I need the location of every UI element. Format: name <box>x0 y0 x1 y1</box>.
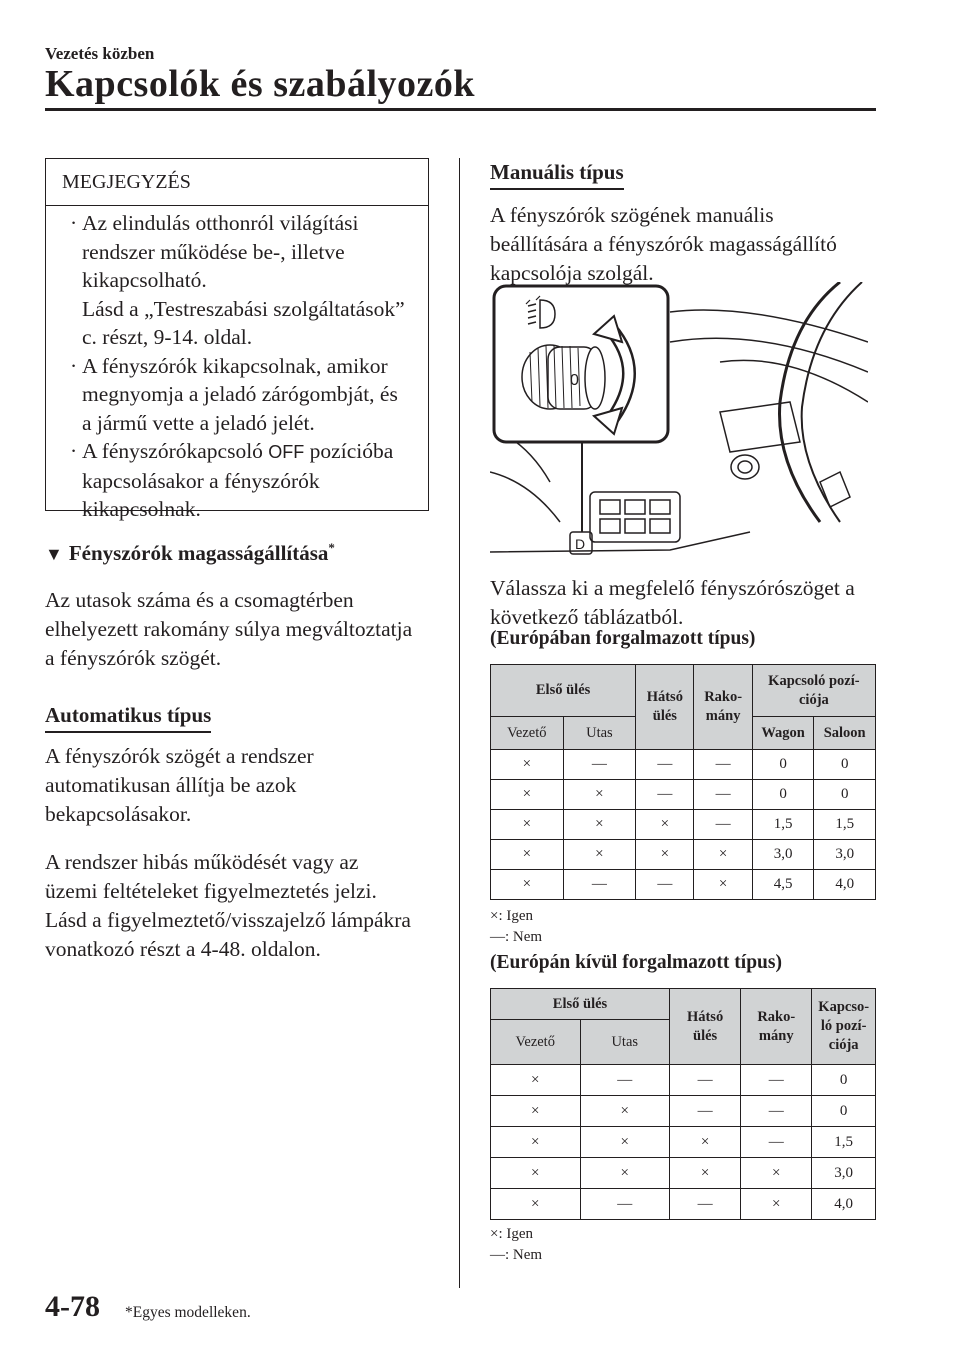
manual-paragraph-2 <box>490 574 855 632</box>
header-line: ülés <box>693 1027 718 1044</box>
text-line: A fényszórók szögének manuális <box>490 203 774 227</box>
table-cell: — <box>563 750 636 780</box>
header-load <box>741 989 812 1065</box>
table-eu-caption: (Európában forgalmazott típus) <box>490 628 756 649</box>
header-load <box>694 665 752 750</box>
note-title: MEGJEGYZÉS <box>62 171 191 193</box>
footnote: *Egyes modelleken. <box>125 1304 251 1321</box>
header-rear-seat <box>670 989 741 1065</box>
page-number: 4-78 <box>45 1290 100 1323</box>
text-line: bekapcsolásakor. <box>45 802 192 826</box>
header-line: Rako- <box>704 689 743 705</box>
title-rule <box>45 108 876 111</box>
note-line: a jármű vette a jeladó jelét. <box>82 410 315 435</box>
header-line: ló pozí- <box>820 1018 867 1034</box>
text-line: következő táblázatból. <box>490 605 684 629</box>
automatic-heading-wrap <box>45 703 211 733</box>
table-cell: — <box>636 780 694 810</box>
table-cell: 3,0 <box>752 840 814 870</box>
note-line: A fényszórók kikapcsolnak, amikor <box>82 353 388 378</box>
table-non-eu-caption: (Európán kívül forgalmazott típus) <box>490 952 782 973</box>
table-eu <box>490 664 876 900</box>
note-line: megnyomja a jeladó zárógombját, és <box>82 382 398 406</box>
table-cell: 3,0 <box>812 1158 876 1189</box>
header-line: Hátsó <box>646 689 683 705</box>
leveling-heading-text: Fényszórók magasságállítása <box>68 541 329 565</box>
text-line: A fényszórók szögét a rendszer <box>45 744 314 768</box>
table-cell: 0 <box>752 780 814 810</box>
table-cell: × <box>563 810 636 840</box>
manual-heading: Manuális típus <box>490 160 624 190</box>
table-cell: × <box>670 1158 741 1189</box>
table-cell: — <box>741 1065 812 1096</box>
text-line: A rendszer hibás működését vagy az <box>45 850 359 874</box>
note-box <box>45 158 429 521</box>
text-line: Válassza ki a megfelelő fényszórószöget a <box>490 576 855 600</box>
leveling-heading <box>45 540 335 566</box>
bullet: · <box>70 211 78 235</box>
table-cell: × <box>670 1127 741 1158</box>
table-row <box>491 1096 876 1127</box>
header-front-seat: Első ülés <box>491 665 636 717</box>
table-non-eu-legend <box>490 1224 542 1266</box>
table-cell: × <box>491 1158 581 1189</box>
header-driver: Vezető <box>491 717 564 750</box>
legend-yes: ×: Igen <box>490 1226 534 1242</box>
note-list <box>58 209 418 524</box>
table-cell: 4,5 <box>752 870 814 900</box>
table-cell: × <box>491 1096 581 1127</box>
column-divider <box>459 158 460 1288</box>
triangle-marker-icon: ▼ <box>45 544 63 564</box>
note-item <box>58 437 418 524</box>
note-item <box>58 209 418 352</box>
manual-paragraph-1 <box>490 201 837 288</box>
header-rear-seat <box>636 665 694 750</box>
table-cell: 0 <box>814 780 876 810</box>
table-cell: — <box>636 750 694 780</box>
text-line: vonatkozó részt a 4-48. oldalon. <box>45 937 321 961</box>
legend-no: —: Nem <box>490 929 543 945</box>
section-label: Vezetés közben <box>45 44 155 63</box>
svg-text:D: D <box>575 536 586 552</box>
table-cell: × <box>694 840 752 870</box>
header-line: ülés <box>652 708 677 724</box>
table-cell: × <box>580 1127 670 1158</box>
table-cell: × <box>491 1189 581 1220</box>
table-cell: — <box>741 1096 812 1127</box>
bullet: · <box>70 353 78 378</box>
table-cell: 3,0 <box>814 840 876 870</box>
header-wagon: Wagon <box>752 717 814 750</box>
page-title: Kapcsolók és szabályozók <box>45 63 476 105</box>
legend-no: —: Nem <box>490 1247 543 1263</box>
table-cell: 1,5 <box>752 810 814 840</box>
note-line: Az elindulás otthonról világítási <box>82 211 359 235</box>
header-passenger: Utas <box>563 717 636 750</box>
table-cell: × <box>491 780 564 810</box>
table-row <box>491 840 876 870</box>
header-line: Kapcso- <box>818 999 870 1015</box>
table-cell: — <box>694 750 752 780</box>
automatic-paragraph-2 <box>45 848 411 964</box>
table-row <box>491 1189 876 1220</box>
header-front-seat: Első ülés <box>491 989 670 1020</box>
table-non-eu <box>490 988 876 1220</box>
table-eu-legend <box>490 906 542 948</box>
note-line: c. részt, 9-14. oldal. <box>82 325 253 349</box>
table-cell: 1,5 <box>812 1127 876 1158</box>
svg-text:0: 0 <box>570 372 579 389</box>
table-cell: × <box>491 840 564 870</box>
note-line: kikapcsolható. <box>82 268 207 292</box>
text-line: elhelyezett rakomány súlya megváltoztatja <box>45 617 413 641</box>
note-divider <box>46 205 428 206</box>
table-row <box>491 810 876 840</box>
text-line: üzemi feltételeket figyelmeztetés jelzi. <box>45 879 377 903</box>
table-cell: — <box>580 1189 670 1220</box>
automatic-paragraph-1 <box>45 742 314 829</box>
table-cell: — <box>670 1189 741 1220</box>
table-row <box>491 1127 876 1158</box>
header-line: Hátsó <box>686 1008 724 1025</box>
bullet: · <box>70 439 78 463</box>
table-cell: — <box>563 870 636 900</box>
note-line <box>82 437 418 467</box>
table-cell: 0 <box>812 1065 876 1096</box>
headlight-leveling-switch-illustration <box>490 282 868 565</box>
header-line: mány <box>705 708 741 724</box>
table-row <box>491 780 876 810</box>
header-passenger: Utas <box>580 1020 670 1065</box>
table-cell: 0 <box>812 1096 876 1127</box>
table-cell: × <box>636 810 694 840</box>
table-cell: × <box>491 810 564 840</box>
table-cell: × <box>491 1127 581 1158</box>
table-cell: 0 <box>814 750 876 780</box>
table-cell: × <box>741 1158 812 1189</box>
table-cell: 4,0 <box>812 1189 876 1220</box>
leveling-paragraph <box>45 586 412 673</box>
table-row <box>491 870 876 900</box>
manual-heading-wrap <box>490 160 624 190</box>
table-cell: × <box>580 1096 670 1127</box>
table-cell: — <box>694 780 752 810</box>
off-position-label: OFF <box>268 442 305 462</box>
header-switch-position <box>812 989 876 1065</box>
table-row <box>491 750 876 780</box>
text-line: kapcsolója szolgál. <box>490 261 654 285</box>
table-cell: × <box>563 780 636 810</box>
header-line: ciója <box>828 1037 859 1053</box>
note-text: A fényszórókapcsoló <box>82 439 269 463</box>
table-cell: × <box>491 870 564 900</box>
text-line: automatikusan állítja be azok <box>45 773 297 797</box>
table-cell: — <box>741 1127 812 1158</box>
table-row <box>491 1158 876 1189</box>
header-line: ciója <box>798 691 829 708</box>
text-line: a fényszórók szögét. <box>45 646 222 670</box>
note-line: Lásd a „Testreszabási szolgáltatások” <box>82 296 405 321</box>
table-cell: × <box>636 840 694 870</box>
table-cell: × <box>563 840 636 870</box>
legend-yes: ×: Igen <box>490 908 534 924</box>
table-cell: 4,0 <box>814 870 876 900</box>
header-driver: Vezető <box>491 1020 581 1065</box>
table-cell: — <box>580 1065 670 1096</box>
header-line: Kapcsoló pozí- <box>768 672 860 689</box>
table-cell: — <box>636 870 694 900</box>
table-row <box>491 1065 876 1096</box>
text-line: Lásd a figyelmeztető/visszajelző lámpákra <box>45 908 411 932</box>
table-cell: × <box>580 1158 670 1189</box>
text-line: Az utasok száma és a csomagtérben <box>45 588 354 612</box>
header-saloon: Saloon <box>814 717 876 750</box>
header-line: Rako- <box>757 1008 796 1025</box>
asterisk-mark: * <box>328 540 335 555</box>
note-line: kikapcsolnak. <box>82 497 201 521</box>
table-cell: × <box>741 1189 812 1220</box>
table-cell: — <box>670 1065 741 1096</box>
table-cell: × <box>694 870 752 900</box>
note-line: rendszer működése be-, illetve <box>82 239 345 264</box>
table-cell: — <box>670 1096 741 1127</box>
header-line: mány <box>758 1027 794 1044</box>
note-line: kapcsolásakor a fényszórók <box>82 468 320 493</box>
text-line: beállítására a fényszórók magasságállító <box>490 232 837 256</box>
header-switch-position <box>752 665 875 717</box>
table-cell: 0 <box>752 750 814 780</box>
table-cell: 1,5 <box>814 810 876 840</box>
automatic-heading: Automatikus típus <box>45 703 211 733</box>
table-cell: — <box>694 810 752 840</box>
note-text: pozícióba <box>304 439 394 463</box>
note-item <box>58 352 418 438</box>
table-cell: × <box>491 750 564 780</box>
table-cell: × <box>491 1065 581 1096</box>
